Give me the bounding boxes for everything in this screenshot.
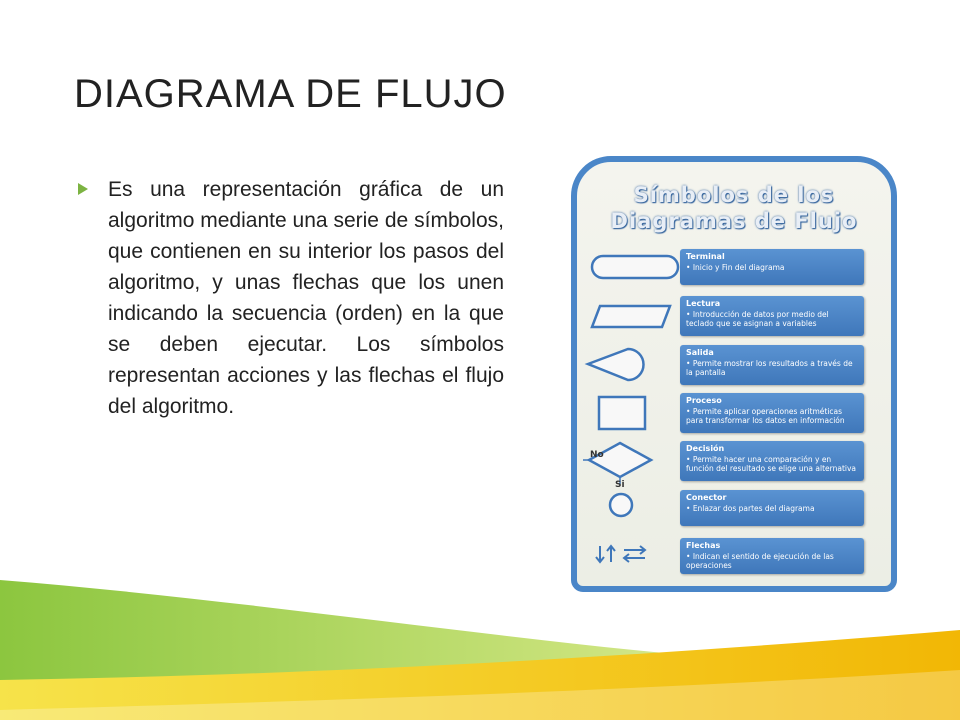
decision-name: Decisión — [686, 444, 725, 453]
decision-no-label: No — [590, 450, 604, 460]
decision-desc: • Permite hacer una comparación y en función del resultado se elige una alternativa — [686, 455, 858, 473]
conector-name: Conector — [686, 493, 727, 502]
flechas-box — [680, 538, 864, 574]
slide-title: DIAGRAMA DE FLUJO — [74, 72, 507, 116]
proceso-symbol-icon — [599, 397, 645, 429]
bullet-text: Es una representación gráfica de un algoritmo mediante una serie de símbolos, que contienen en su interior los pasos del algoritmo, y unas flechas que los unen indicando la secuencia (orden) en la que se deben ejecutar. Los símbolos representan acciones y las flechas el flujo del algoritmo. — [108, 178, 504, 418]
infographic-title-line1: Símbolos de los — [633, 183, 835, 207]
flechas-symbol-icon — [596, 546, 645, 562]
infographic-title-line2: Diagramas de Flujo — [610, 209, 858, 233]
proceso-desc: • Permite aplicar operaciones aritméticas para transformar los datos en información — [686, 407, 858, 425]
salida-symbol-icon — [588, 349, 644, 380]
decision-symbol-icon — [589, 443, 651, 477]
flechas-name: Flechas — [686, 541, 721, 550]
conector-desc: • Enlazar dos partes del diagrama — [686, 504, 858, 513]
lectura-box — [680, 296, 864, 336]
lectura-desc: • Introducción de datos por medio del teclado que se asignan a variables — [686, 310, 858, 328]
proceso-box — [680, 393, 864, 433]
salida-box — [680, 345, 864, 385]
terminal-symbol-icon — [592, 256, 678, 278]
salida-name: Salida — [686, 348, 714, 357]
decision-si-label: Si — [615, 480, 625, 490]
terminal-desc: • Inicio y Fin del diagrama — [686, 263, 858, 272]
conector-box — [680, 490, 864, 526]
lectura-name: Lectura — [686, 299, 721, 308]
terminal-box — [680, 249, 864, 285]
lectura-symbol-icon — [592, 306, 670, 327]
salida-desc: • Permite mostrar los resultados a través de la pantalla — [686, 359, 858, 377]
conector-symbol-icon — [610, 494, 632, 516]
flechas-desc: • Indican el sentido de ejecución de las operaciones — [686, 552, 858, 570]
decision-box — [680, 441, 864, 481]
terminal-name: Terminal — [686, 252, 725, 261]
proceso-name: Proceso — [686, 396, 722, 405]
